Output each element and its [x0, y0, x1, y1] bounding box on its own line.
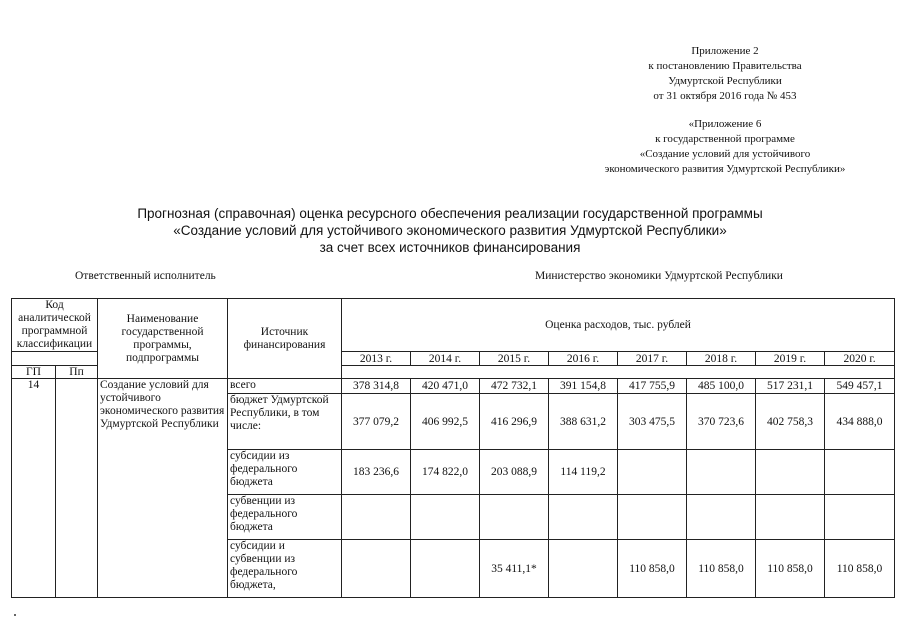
value-cell: 472 732,1 — [480, 379, 549, 394]
value-cell — [687, 495, 756, 540]
title-line: за счет всех источников финансирования — [319, 240, 581, 255]
appendix-6-line: к государственной программе — [655, 133, 795, 145]
header-source: Источник финансирования — [228, 299, 342, 379]
value-cell: 378 314,8 — [342, 379, 411, 394]
value-cell — [618, 450, 687, 495]
value-cell — [756, 495, 825, 540]
appendix-2-line: Удмуртской Республики — [668, 75, 782, 87]
value-cell — [411, 495, 480, 540]
appendix-2-block — [600, 44, 850, 104]
header-year: 2019 г. — [756, 352, 825, 366]
value-cell: 110 858,0 — [618, 540, 687, 598]
header-year: 2013 г. — [342, 352, 411, 366]
header-year: 2015 г. — [480, 352, 549, 366]
value-cell: 174 822,0 — [411, 450, 480, 495]
value-cell — [342, 540, 411, 598]
appendix-2-line: к постановлению Правительства — [648, 60, 802, 72]
appendix-2-line: Приложение 2 — [691, 45, 759, 57]
appendix-6-line: экономического развития Удмуртской Республики» — [604, 163, 846, 175]
value-cell: 110 858,0 — [687, 540, 756, 598]
value-cell: 35 411,1* — [480, 540, 549, 598]
value-cell: 203 088,9 — [480, 450, 549, 495]
value-cell — [687, 450, 756, 495]
header-year: 2020 г. — [825, 352, 895, 366]
title-line: Прогнозная (справочная) оценка ресурсного обеспечения реализации государственной программы — [137, 206, 763, 221]
responsible-executor-value: Министерство экономики Удмуртской Республики — [535, 270, 783, 282]
scan-speck — [14, 614, 16, 616]
value-cell: 388 631,2 — [549, 394, 618, 450]
value-cell: 420 471,0 — [411, 379, 480, 394]
value-cell: 402 758,3 — [756, 394, 825, 450]
gp-code-cell: 14 — [12, 379, 56, 598]
header-year: 2016 г. — [549, 352, 618, 366]
header-estimate: Оценка расходов, тыс. рублей — [342, 299, 895, 352]
value-cell — [825, 495, 895, 540]
title-line: «Создание условий для устойчивого экономического развития Удмуртской Республики» — [173, 223, 727, 238]
value-cell — [480, 495, 549, 540]
value-cell — [411, 540, 480, 598]
responsible-executor-label: Ответственный исполнитель — [75, 270, 216, 282]
header-pp: Пп — [56, 366, 98, 379]
value-cell — [549, 540, 618, 598]
value-cell: 114 119,2 — [549, 450, 618, 495]
value-cell: 303 475,5 — [618, 394, 687, 450]
header-year: 2018 г. — [687, 352, 756, 366]
header-year: 2017 г. — [618, 352, 687, 366]
program-name-cell: Создание условий для устойчивого экономического развития Удмуртской Республики — [98, 379, 228, 598]
value-cell: 183 236,6 — [342, 450, 411, 495]
source-cell: всего — [228, 379, 342, 394]
appendix-6-block — [570, 117, 880, 177]
value-cell — [549, 495, 618, 540]
value-cell: 517 231,1 — [756, 379, 825, 394]
value-cell: 110 858,0 — [825, 540, 895, 598]
value-cell: 406 992,5 — [411, 394, 480, 450]
value-cell: 377 079,2 — [342, 394, 411, 450]
value-cell: 110 858,0 — [756, 540, 825, 598]
source-cell: субсидии и субвенции из федерального бюджета, — [228, 540, 342, 598]
source-cell: бюджет Удмуртской Республики, в том числе: — [228, 394, 342, 450]
value-cell — [342, 495, 411, 540]
header-name: Наименование государственной программы, подпрограммы — [98, 299, 228, 379]
value-cell: 416 296,9 — [480, 394, 549, 450]
table-row — [12, 379, 895, 394]
header-year: 2014 г. — [411, 352, 480, 366]
value-cell — [618, 495, 687, 540]
source-cell: субсидии из федерального бюджета — [228, 450, 342, 495]
header-gp: ГП — [12, 366, 56, 379]
value-cell: 485 100,0 — [687, 379, 756, 394]
appendix-2-line: от 31 октября 2016 года № 453 — [653, 90, 797, 102]
pp-code-cell — [56, 379, 98, 598]
value-cell: 391 154,8 — [549, 379, 618, 394]
value-cell: 549 457,1 — [825, 379, 895, 394]
value-cell — [756, 450, 825, 495]
value-cell: 417 755,9 — [618, 379, 687, 394]
value-cell: 434 888,0 — [825, 394, 895, 450]
source-cell: субвенции из федерального бюджета — [228, 495, 342, 540]
header-code: Код аналитической программной классификации — [12, 299, 98, 352]
value-cell — [825, 450, 895, 495]
appendix-6-line: «Создание условий для устойчивого — [639, 148, 811, 160]
resource-estimate-table — [11, 298, 895, 598]
document-title — [70, 205, 830, 256]
value-cell: 370 723,6 — [687, 394, 756, 450]
appendix-6-line: «Приложение 6 — [688, 118, 762, 130]
